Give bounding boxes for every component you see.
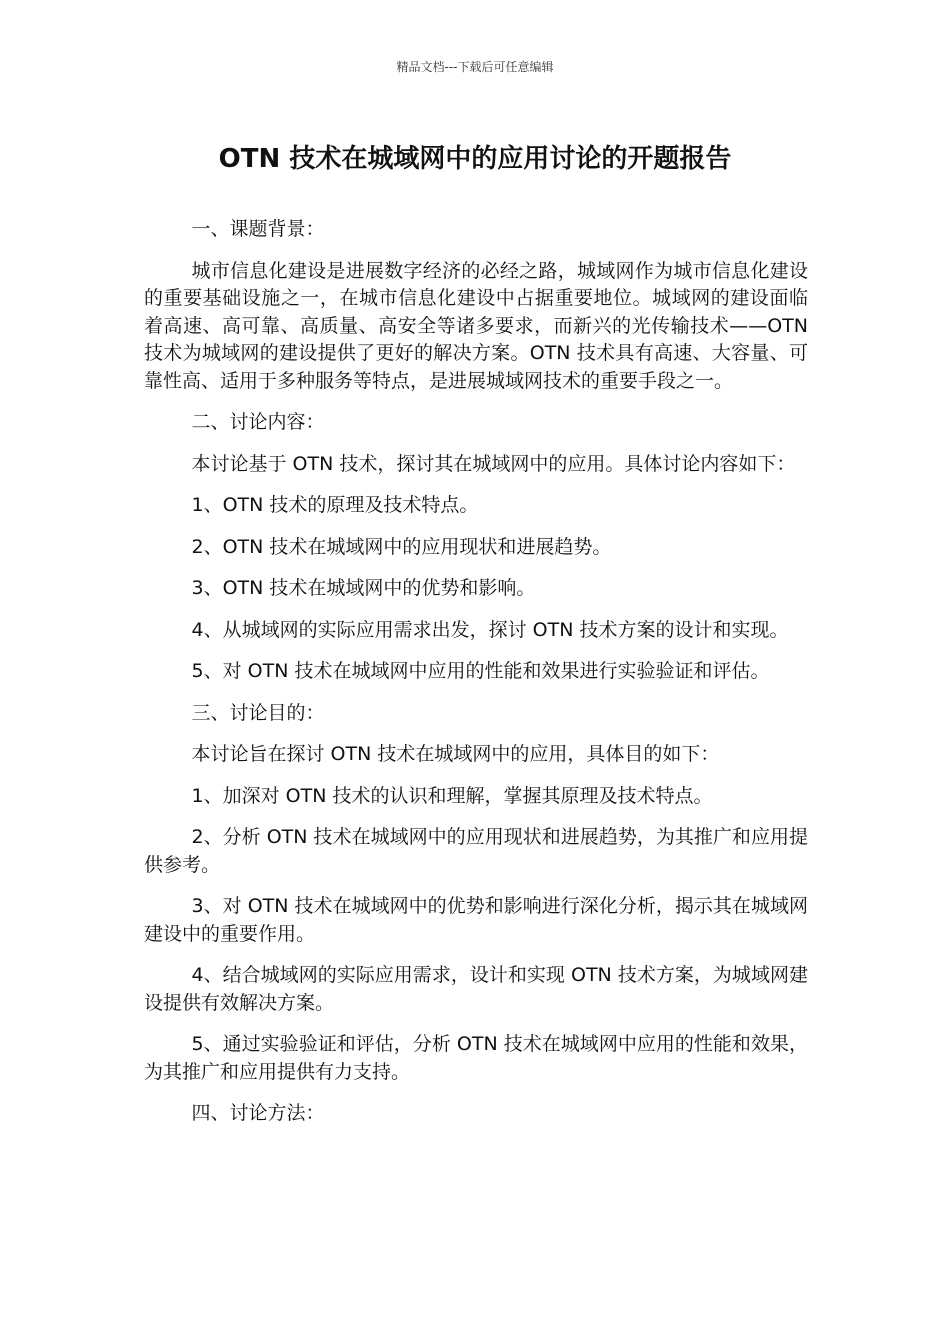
list-item-purpose-4: 4、结合城域网的实际应用需求，设计和实现 OTN 技术方案，为城域网建设提供有效解决方案。 xyxy=(144,964,808,1014)
section-heading-purpose: 三、讨论目的： xyxy=(191,701,325,724)
paragraph-purpose-intro: 本讨论旨在探讨 OTN 技术在城域网中的应用，具体目的如下： xyxy=(191,743,720,765)
paragraph-content-intro: 本讨论基于 OTN 技术，探讨其在城域网中的应用。具体讨论内容如下： xyxy=(191,452,796,475)
section-heading-method: 四、讨论方法： xyxy=(191,1102,325,1124)
document-body xyxy=(144,216,808,1142)
section-heading-background: 一、课题背景： xyxy=(191,218,325,240)
list-item-content-3: 3、OTN 技术在城域网中的优势和影响。 xyxy=(191,577,536,599)
list-item-content-2: 2、OTN 技术在城域网中的应用现状和进展趋势。 xyxy=(191,535,612,558)
list-item-content-1: 1、OTN 技术的原理及技术特点。 xyxy=(191,494,479,516)
list-item-purpose-5: 5、通过实验验证和评估，分析 OTN 技术在城域网中应用的性能和效果，为其推广和应用提供有力支持。 xyxy=(144,1033,808,1083)
section-heading-content: 二、讨论内容： xyxy=(191,411,325,433)
list-item-purpose-2: 2、分析 OTN 技术在城域网中的应用现状和进展趋势，为其推广和应用提供参考。 xyxy=(144,826,808,876)
document-title: OTN 技术在城域网中的应用讨论的开题报告 xyxy=(218,144,732,174)
list-item-purpose-3: 3、对 OTN 技术在城域网中的优势和影响进行深化分析，揭示其在城域网建设中的重要作用。 xyxy=(144,895,808,945)
list-item-content-4: 4、从城域网的实际应用需求出发，探讨 OTN 技术方案的设计和实现。 xyxy=(191,618,789,641)
header-note: 精品文档---下载后可任意编辑 xyxy=(396,60,554,74)
list-item-content-5: 5、对 OTN 技术在城域网中应用的性能和效果进行实验验证和评估。 xyxy=(191,660,770,682)
paragraph-background: 城市信息化建设是进展数字经济的必经之路，城域网作为城市信息化建设的重要基础设施之一，在城市信息化建设中占据重要地位。城域网的建设面临着高速、高可靠、高质量、高安全等诸多要求，而新兴的光传输技术——OTN 技术为城域网的建设提供了更好的解决方案。OTN 技术具有高速、大容量、可靠性高、适用于多种服务等特点，是进展城域网技术的重要手段之一。 xyxy=(144,259,808,392)
list-item-purpose-1: 1、加深对 OTN 技术的认识和理解，掌握其原理及技术特点。 xyxy=(191,784,713,807)
